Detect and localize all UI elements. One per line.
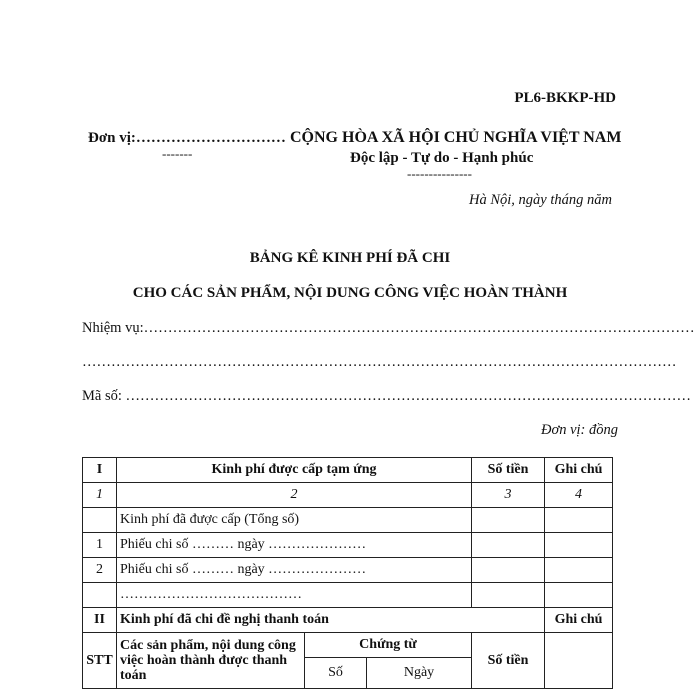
- empty-cell: [545, 533, 613, 558]
- table-row: [83, 483, 613, 508]
- document-title: BẢNG KÊ KINH PHÍ ĐÃ CHI: [249, 250, 451, 266]
- dotted-row-label: …………………………………: [117, 583, 472, 608]
- code-line: Mã số: ………………………………………………………………………………………………………: [82, 388, 691, 404]
- index-cell: 1: [83, 483, 117, 508]
- voucher-row-label: Phiếu chi số ……… ngày …………………: [117, 533, 472, 558]
- stt-header: STT: [83, 633, 117, 689]
- form-code: PL6-BKKP-HD: [514, 90, 616, 106]
- products-header: Các sản phẩm, nội dung công việc hoàn thành được thanh toán: [117, 633, 305, 689]
- place-date: Hà Nội, ngày tháng năm: [469, 192, 612, 208]
- amount-header: Số tiền: [472, 458, 545, 483]
- index-cell: 2: [117, 483, 472, 508]
- section-title: Kinh phí được cấp tạm ứng: [117, 458, 472, 483]
- note-header: Ghi chú: [545, 458, 613, 483]
- section-title: Kinh phí đã chi đề nghị thanh toán: [117, 608, 545, 633]
- voucher-row-label: Phiếu chi số ……… ngày …………………: [117, 558, 472, 583]
- table-row: [83, 558, 613, 583]
- dotted-line: ……………………………………………………………………………………………………………: [82, 354, 677, 370]
- table-row: [83, 608, 613, 633]
- empty-cell: [545, 633, 613, 689]
- section-number: I: [83, 458, 117, 483]
- table-row: [83, 533, 613, 558]
- empty-cell: [83, 508, 117, 533]
- section-number: II: [83, 608, 117, 633]
- currency-unit: Đơn vị: đồng: [540, 422, 618, 438]
- motto: Độc lập - Tự do - Hạnh phúc: [350, 150, 534, 166]
- voucher-date-header: Ngày: [367, 658, 472, 689]
- unit-label: Đơn vị:…………………………: [88, 130, 286, 146]
- empty-cell: [472, 533, 545, 558]
- expense-table: [82, 457, 613, 689]
- motto-divider: ---------------: [407, 166, 472, 181]
- voucher-number-header: Số: [305, 658, 367, 689]
- row-number: 2: [83, 558, 117, 583]
- empty-cell: [545, 508, 613, 533]
- table-row: [83, 508, 613, 533]
- table-row: [83, 458, 613, 483]
- row-number: 1: [83, 533, 117, 558]
- task-line: Nhiệm vụ:……………………………………………………………………………………………………: [82, 320, 695, 336]
- total-row-label: Kinh phí đã được cấp (Tổng số): [117, 508, 472, 533]
- table-row: [83, 583, 613, 608]
- unit-divider: -------: [162, 146, 193, 161]
- index-cell: 4: [545, 483, 613, 508]
- document-subtitle: CHO CÁC SẢN PHẨM, NỘI DUNG CÔNG VIỆC HOÀN THÀNH: [132, 285, 568, 301]
- empty-cell: [472, 583, 545, 608]
- table-row: [83, 633, 613, 658]
- empty-cell: [472, 508, 545, 533]
- empty-cell: [472, 558, 545, 583]
- empty-cell: [545, 558, 613, 583]
- voucher-header: Chứng từ: [305, 633, 472, 658]
- nation-heading: CỘNG HÒA XÃ HỘI CHỦ NGHĨA VIỆT NAM: [290, 129, 622, 146]
- empty-cell: [545, 583, 613, 608]
- note-header: Ghi chú: [545, 608, 613, 633]
- amount-header: Số tiền: [472, 633, 545, 689]
- empty-cell: [83, 583, 117, 608]
- index-cell: 3: [472, 483, 545, 508]
